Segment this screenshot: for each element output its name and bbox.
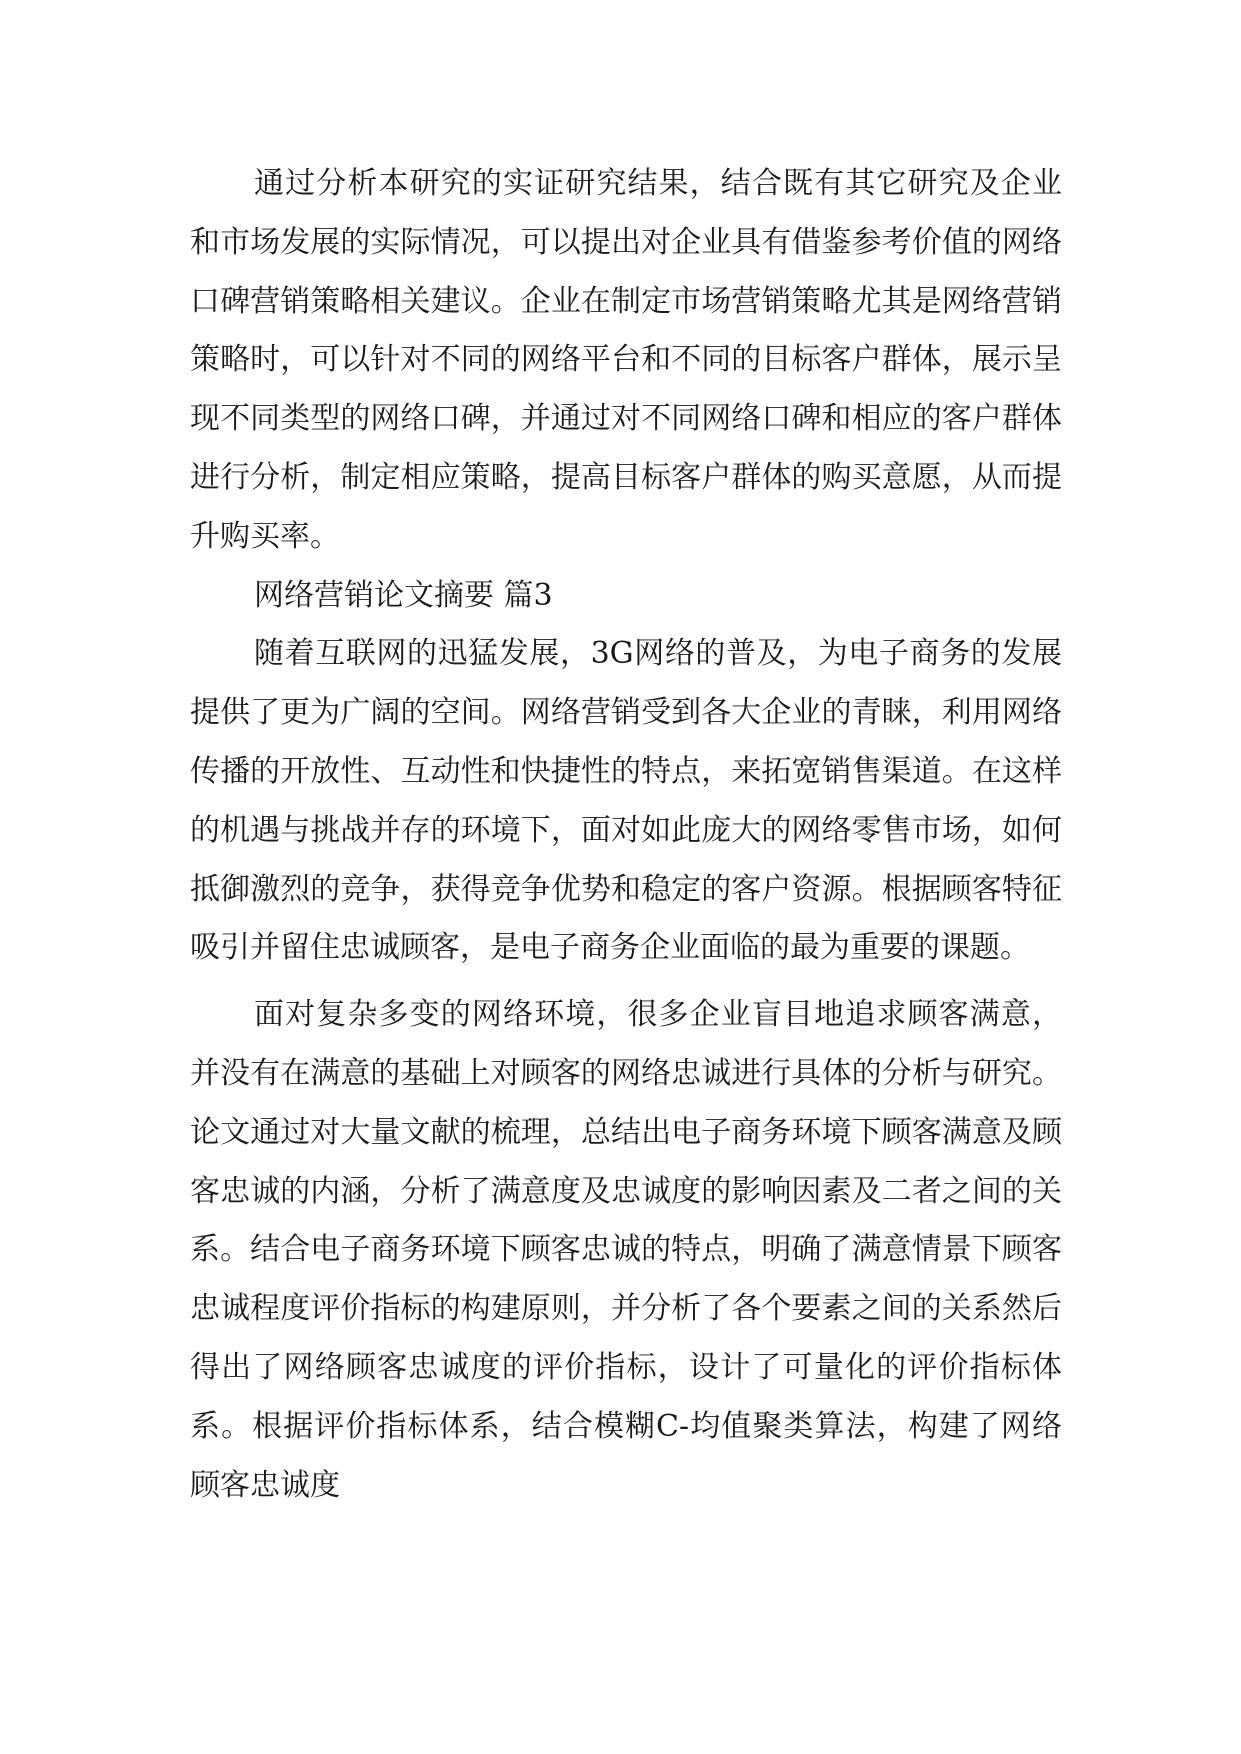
body-paragraph: 通过分析本研究的实证研究结果，结合既有其它研究及企业和市场发展的实际情况，可以提出对企业具有借鉴参考价值的网络口碑营销策略相关建议。企业在制定市场营销策略尤其是网络营销策略时，可以针对不同的网络平台和不同的目标客户群体，展示呈现不同类型的网络口碑，并通过对不同网络口碑和相应的客户群体进行分析，制定相应策略，提高目标客户群体的购买意愿，从而提升购买率。 — [190, 166, 1062, 554]
body-paragraph: 面对复杂多变的网络环境，很多企业盲目地追求顾客满意，并没有在满意的基础上对顾客的网络忠诚进行具体的分析与研究。论文通过对大量文献的梳理，总结出电子商务环境下顾客满意及顾客忠诚的内涵，分析了满意度及忠诚度的影响因素及二者之间的关系。结合电子商务环境下顾客忠诚的特点，明确了满意情景下顾客忠诚程度评价指标的构建原则，并分析了各个要素之间的关系然后得出了网络顾客忠诚度的评价指标，设计了可量化的评价指标体系。根据评价指标体系，结合模糊C-均值聚类算法，构建了网络顾客忠诚度 — [190, 997, 1062, 1503]
body-paragraph: 随着互联网的迅猛发展，3G网络的普及，为电子商务的发展提供了更为广阔的空间。网络营销受到各大企业的青睐，利用网络传播的开放性、互动性和快捷性的特点，来拓宽销售渠道。在这样的机遇与挑战并存的环境下，面对如此庞大的网络零售市场，如何抵御激烈的竞争，获得竞争优势和稳定的客户资源。根据顾客特征吸引并留住忠诚顾客，是电子商务企业面临的最为重要的课题。 — [190, 636, 1062, 966]
section-heading: 网络营销论文摘要 篇3 — [254, 577, 553, 613]
document-body — [190, 155, 1062, 1515]
